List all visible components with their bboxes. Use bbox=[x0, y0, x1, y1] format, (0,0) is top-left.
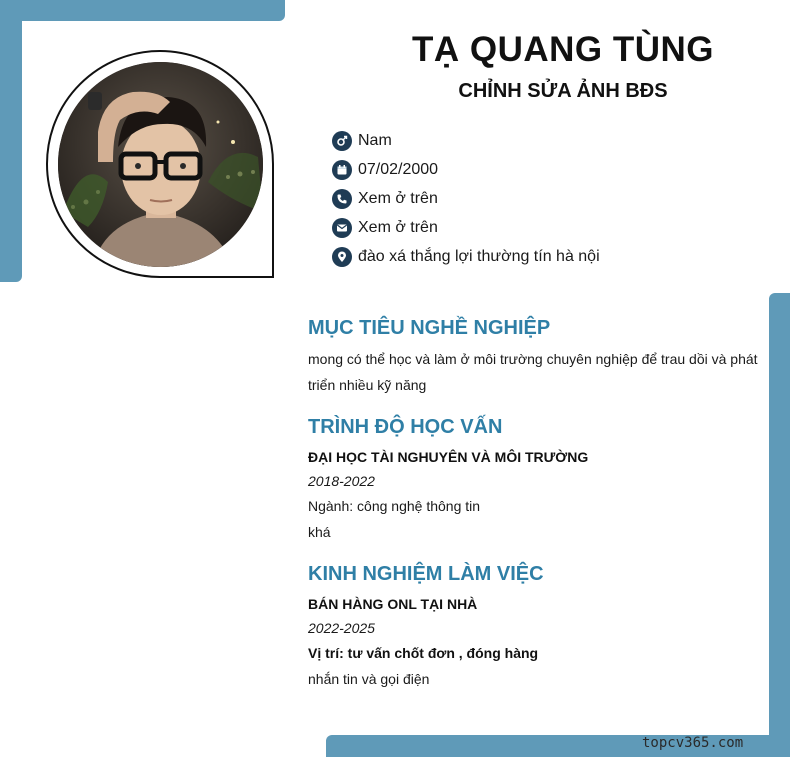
watermark: topcv365.com bbox=[642, 735, 744, 751]
contact-phone bbox=[332, 189, 438, 209]
contact-address-value: đào xá thắng lợi thường tín hà nội bbox=[358, 248, 600, 265]
contact-phone-value: Xem ở trên bbox=[358, 190, 438, 207]
experience-position: Vị trí: tư vấn chốt đơn , đóng hàng bbox=[308, 645, 539, 661]
gender-icon bbox=[332, 131, 352, 151]
education-heading: TRÌNH ĐỘ HỌC VẤN bbox=[308, 416, 503, 438]
contact-email bbox=[332, 218, 438, 238]
job-title: CHỈNH SỬA ẢNH BĐS bbox=[458, 80, 668, 102]
phone-icon bbox=[332, 189, 352, 209]
experience-company: BÁN HÀNG ONL TẠI NHÀ bbox=[308, 596, 478, 612]
experience-period: 2022-2025 bbox=[308, 620, 375, 636]
contact-gender bbox=[332, 131, 392, 151]
contact-address bbox=[332, 247, 600, 267]
contact-email-value: Xem ở trên bbox=[358, 219, 438, 236]
contact-birthday-value: 07/02/2000 bbox=[358, 161, 439, 178]
email-icon bbox=[332, 218, 352, 238]
calendar-icon bbox=[332, 160, 352, 180]
contact-gender-value: Nam bbox=[358, 132, 392, 149]
education-grade: khá bbox=[308, 524, 331, 540]
education-major: Ngành: công nghệ thông tin bbox=[308, 498, 481, 514]
experience-heading: KINH NGHIỆM LÀM VIỆC bbox=[308, 563, 544, 585]
avatar bbox=[58, 62, 263, 267]
education-school: ĐẠI HỌC TÀI NGHUYÊN VÀ MÔI TRƯỜNG bbox=[308, 449, 589, 465]
left-accent-bar bbox=[0, 0, 22, 282]
objective-line-1: mong có thể học và làm ở môi trường chuyên nghiệp để trau dồi và phát bbox=[308, 351, 758, 367]
objective-heading: MỤC TIÊU NGHỀ NGHIỆP bbox=[308, 317, 551, 339]
objective-line-2: triển nhiều kỹ năng bbox=[308, 377, 427, 393]
location-icon bbox=[332, 247, 352, 267]
experience-description: nhắn tin và gọi điện bbox=[308, 671, 430, 687]
contact-birthday bbox=[332, 160, 438, 180]
right-accent-bar bbox=[769, 293, 790, 757]
candidate-name: TẠ QUANG TÙNG bbox=[411, 30, 715, 69]
top-accent-bar bbox=[0, 0, 285, 21]
education-period: 2018-2022 bbox=[308, 473, 375, 489]
